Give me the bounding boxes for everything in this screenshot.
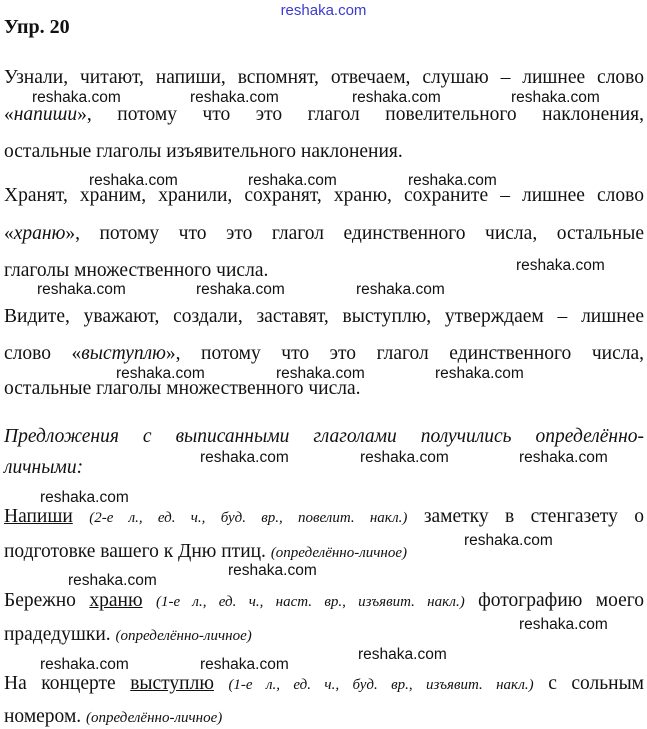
s3-start: На концерте (4, 673, 116, 694)
watermark: reshaka.com (200, 656, 289, 673)
heading-line1: Предложения с выписанными глаголами получились определённо- (4, 426, 644, 447)
s2-line2-text: прадедушки. (4, 624, 111, 645)
watermark: reshaka.com (516, 257, 605, 274)
p3-extra-word: выступлю (81, 343, 166, 364)
watermark: reshaka.com (37, 281, 126, 298)
p1-line2 (4, 104, 644, 126)
s2-type: (определённо-личное) (115, 628, 252, 644)
s1-line1 (4, 506, 644, 529)
s3-type: (определённо-личное) (86, 710, 223, 726)
s1-type: (определённо-личное) (270, 545, 408, 561)
s3-rest: с сольным (548, 673, 645, 694)
p2-line3: глаголы множественного числа. (4, 260, 269, 281)
watermark: reshaka.com (228, 562, 317, 579)
watermark: reshaka.com (68, 572, 157, 589)
p2-quote-open: « (4, 223, 14, 244)
s3-verb: выступлю (130, 673, 214, 694)
p1-line1: Узнали, читают, напиши, вспомнят, отвечаем, слушаю – лишнее слово (4, 67, 644, 88)
s3-line2 (4, 706, 644, 729)
s1-line2-text: подготовке вашего к Дню птиц. (4, 541, 266, 562)
p3-quote-open: слово « (4, 343, 82, 364)
watermark: reshaka.com (116, 365, 205, 382)
p3-line3: остальные глаголы множественного числа. (4, 378, 361, 399)
watermark: reshaka.com (200, 449, 289, 466)
p1-line2-rest: », потому что это глагол повелительного наклонения, (77, 104, 644, 125)
s3-note: (1-е л., ед. ч., буд. вр., изъявит. накл.) (228, 677, 534, 693)
p2-line1: Хранят, храним, хранили, сохранят, храню, сохраните – лишнее слово (4, 185, 644, 206)
p3-line2 (4, 343, 644, 365)
watermark: reshaka.com (276, 365, 365, 382)
s3-line2-text: номером. (4, 706, 82, 727)
watermark: reshaka.com (40, 656, 129, 673)
watermark: reshaka.com (89, 172, 178, 189)
watermark: reshaka.com (435, 365, 524, 382)
watermark: reshaka.com (248, 172, 337, 189)
s3-line1 (4, 673, 644, 696)
watermark: reshaka.com (511, 89, 600, 106)
watermark: reshaka.com (352, 89, 441, 106)
watermark: reshaka.com (519, 616, 608, 633)
s2-verb: храню (89, 590, 143, 611)
watermark: reshaka.com (464, 532, 553, 549)
watermark: reshaka.com (356, 281, 445, 298)
exercise-title: Упр. 20 (4, 16, 70, 38)
watermark: reshaka.com (408, 172, 497, 189)
heading-line2: личными: (4, 457, 84, 478)
watermark: reshaka.com (40, 489, 129, 506)
s1-note: (2-е л., ед. ч., буд. вр., повелит. накл.) (89, 510, 408, 526)
s2-line1 (4, 590, 644, 613)
s2-start: Бережно (4, 590, 76, 611)
watermark: reshaka.com (32, 89, 121, 106)
p2-line2-rest: », потому что это глагол единственного числа, остальные (65, 223, 644, 244)
p1-line3: остальные глаголы изъявительного наклонения. (4, 141, 403, 162)
s1-verb: Напиши (4, 506, 73, 527)
p2-line2 (4, 223, 644, 245)
watermark: reshaka.com (196, 281, 285, 298)
watermark: reshaka.com (519, 449, 608, 466)
watermark: reshaka.com (190, 89, 279, 106)
s1-rest: заметку в стенгазету о (423, 506, 645, 527)
p3-line1: Видите, уважают, создали, заставят, выступлю, утверждаем – лишнее (4, 306, 644, 327)
s2-rest: фотографию моего (478, 590, 645, 611)
p3-line2-rest: », потому что это глагол единственного числа, (165, 343, 645, 364)
p1-quote-open: « (4, 104, 14, 125)
site-header-link[interactable]: reshaka.com (280, 2, 367, 19)
p1-extra-word: напиши (13, 104, 78, 125)
watermark: reshaka.com (360, 449, 449, 466)
p2-extra-word: храню (13, 223, 66, 244)
watermark: reshaka.com (358, 646, 447, 663)
s2-note: (1-е л., ед. ч., наст. вр., изъявит. накл.) (155, 594, 465, 610)
